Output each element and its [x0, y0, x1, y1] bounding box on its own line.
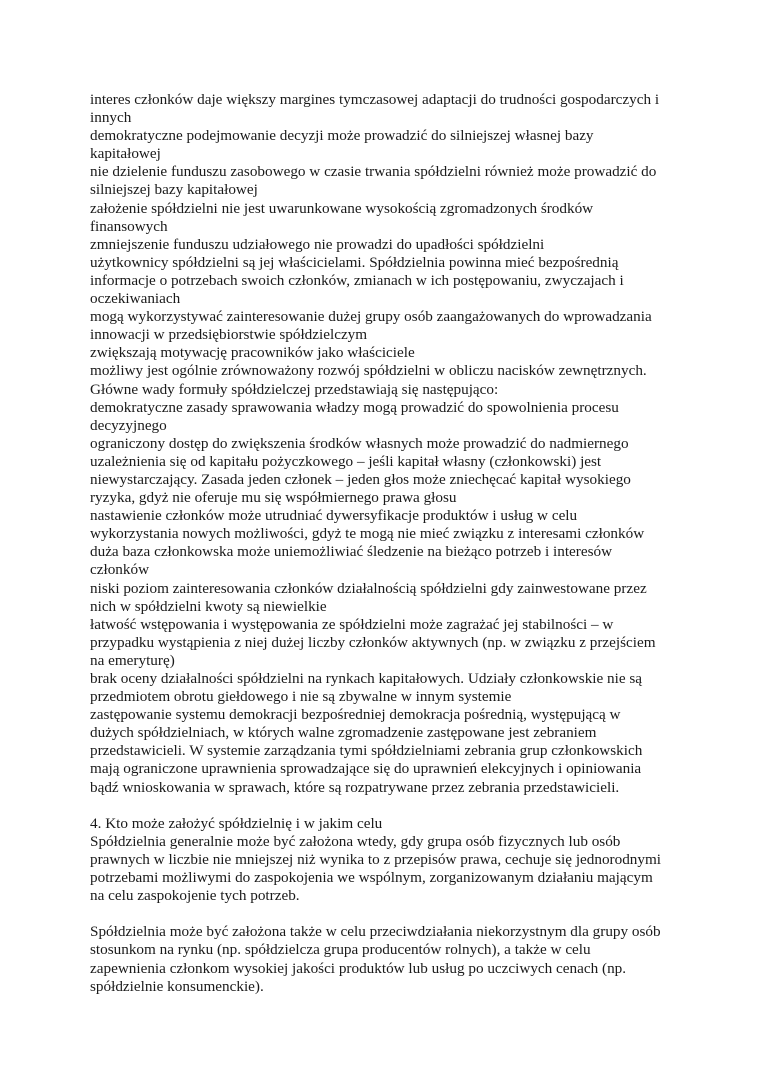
text-line: decyzyjnego — [90, 416, 167, 434]
text-line: Główne wady formuły spółdzielczej przedstawiają się następująco: — [90, 380, 499, 398]
text-line: spółdzielnie konsumenckie). — [90, 977, 264, 995]
text-line: ograniczony dostęp do zwiększenia środków własnych może prowadzić do nadmiernego — [90, 434, 629, 452]
text-line: bądź wnioskowania w sprawach, które są rozpatrywane przez zebrania przedstawicieli. — [90, 778, 620, 796]
text-line: zmniejszenie funduszu udziałowego nie prowadzi do upadłości spółdzielni — [90, 235, 545, 253]
text-line: ryzyka, gdyż nie oferuje mu się współmiernego prawa głosu — [90, 489, 457, 507]
text-line: członków — [90, 561, 150, 579]
text-line: dużych spółdzielniach, w których walne zgromadzenie zastępowane jest zebraniem — [90, 724, 597, 742]
text-line: Spółdzielnia może być założona także w celu przeciwdziałania niekorzystnym dla grupy osób — [90, 923, 661, 941]
text-line: możliwy jest ogólnie zrównoważony rozwój spółdzielni w obliczu nacisków zewnętrznych. — [90, 362, 647, 380]
text-line: uzależnienia się od kapitału pożyczkowego – jeśli kapitał własny (członkowski) jest — [90, 452, 602, 470]
text-line: nich w spółdzielni kwoty są niewielkie — [90, 597, 327, 615]
text-line: finansowych — [90, 217, 168, 235]
text-line: zastępowanie systemu demokracji bezpośredniej demokracja pośrednią, występującą w — [90, 706, 621, 724]
text-line: przedmiotem obrotu giełdowego i nie są zbywalne w innym systemie — [90, 688, 512, 706]
text-line: na emeryturę) — [90, 651, 175, 669]
text-line: przypadku wystąpienia z niej dużej liczby członków aktywnych (np. w związku z przejściem — [90, 633, 656, 651]
text-line: brak oceny działalności spółdzielni na rynkach kapitałowych. Udziały członkowskie nie są — [90, 670, 643, 687]
section-heading: 4. Kto może założyć spółdzielnię i w jakim celu — [90, 814, 383, 832]
purpose-paragraph — [90, 923, 680, 995]
text-line: silniejszej bazy kapitałowej — [90, 181, 258, 199]
text-line: duża baza członkowska może uniemożliwiać śledzenie na bieżąco potrzeb i interesów — [90, 543, 613, 561]
text-line: mogą wykorzystywać zainteresowanie dużej grupy osób zaangażowanych do wprowadzania — [90, 308, 652, 326]
text-line: na celu zaspokojenie tych potrzeb. — [90, 887, 300, 905]
document-body — [90, 91, 680, 996]
text-line: stosunkom na rynku (np. spółdzielcza grupa producentów rolnych), a także w celu — [90, 941, 591, 959]
text-line: łatwość wstępowania i występowania ze spółdzielni może zagrażać jej stabilności – w — [90, 615, 614, 633]
text-line: innych — [90, 109, 132, 127]
text-line: interes członków daje większy margines tymczasowej adaptacji do trudności gospodarczych i — [90, 91, 660, 108]
text-line: niewystarczający. Zasada jeden członek – jeden głos może zniechęcać kapitał wysokiego — [90, 470, 631, 488]
text-line: zwiększają motywację pracowników jako właściciele — [90, 344, 415, 362]
text-line: nastawienie członków może utrudniać dywersyfikacje produktów i usług w celu — [90, 507, 578, 525]
text-line: innowacji w przedsiębiorstwie spółdzielczym — [90, 326, 368, 344]
text-line: założenie spółdzielni nie jest uwarunkowane wysokością zgromadzonych środków — [90, 199, 594, 217]
text-line: zapewnienia członkom wysokiej jakości produktów lub usług po uczciwych cenach (np. — [90, 959, 627, 977]
text-line: niski poziom zainteresowania członków działalnością spółdzielni gdy zainwestowane przez — [90, 579, 647, 597]
paragraph-spacer — [90, 797, 680, 815]
text-line: Spółdzielnia generalnie może być założona wtedy, gdy grupa osób fizycznych lub osób — [90, 832, 621, 850]
text-line: użytkownicy spółdzielni są jej właścicielami. Spółdzielnia powinna mieć bezpośrednią — [90, 253, 619, 271]
text-line: mają ograniczone uprawnienia sprowadzające się do uprawnień elekcyjnych i opiniowania — [90, 760, 642, 778]
text-line: oczekiwaniach — [90, 290, 181, 308]
text-line: potrzebami możliwymi do zaspokojenia we wspólnym, zorganizowanym działaniu mającym — [90, 869, 653, 887]
advantages-disadvantages-section — [90, 91, 680, 797]
text-line: wykorzystania nowych możliwości, gdyż te mogą nie mieć związku z interesami członków — [90, 525, 645, 543]
text-line: przedstawicieli. W systemie zarządzania tymi spółdzielniami zebrania grup członkowskich — [90, 742, 643, 760]
text-line: nie dzielenie funduszu zasobowego w czasie trwania spółdzielni również może prowadzić do — [90, 163, 657, 181]
founding-paragraph — [90, 833, 680, 905]
text-line: informacje o potrzebach swoich członków, zmianach w ich postępowaniu, zwyczajach i — [90, 271, 624, 289]
text-line: demokratyczne podejmowanie decyzji może prowadzić do silniejszej własnej bazy — [90, 127, 594, 145]
text-line: demokratyczne zasady sprawowania władzy mogą prowadzić do spowolnienia procesu — [90, 398, 619, 416]
text-line: prawnych w liczbie nie mniejszej niż wynika to z przepisów prawa, cechuje się jednorodnymi — [90, 850, 662, 868]
text-line: kapitałowej — [90, 145, 161, 163]
paragraph-spacer — [90, 905, 680, 923]
